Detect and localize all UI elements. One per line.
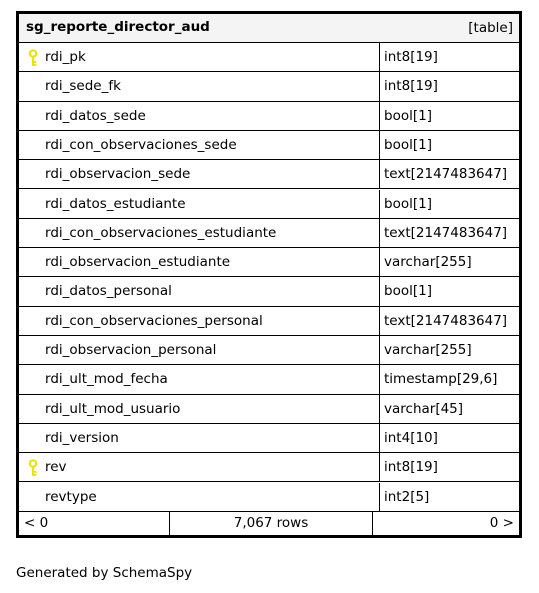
column-type: varchar[45] — [384, 400, 464, 417]
table-row[interactable] — [19, 424, 519, 453]
column-name-cell — [19, 248, 380, 276]
table-row[interactable] — [19, 277, 519, 306]
parents-count-cell — [19, 512, 170, 535]
table-row[interactable] — [19, 190, 519, 219]
column-name-cell — [19, 483, 380, 511]
column-name-cell — [19, 277, 380, 305]
children-count: 0 > — [489, 515, 514, 531]
column-name: revtype — [45, 488, 97, 505]
column-name-cell — [19, 102, 380, 130]
table-kind: [table] — [468, 20, 513, 36]
column-name-cell — [19, 160, 380, 188]
column-type: bool[1] — [384, 195, 432, 212]
column-name: rev — [45, 459, 67, 476]
table-row[interactable] — [19, 307, 519, 336]
column-name: rdi_datos_sede — [45, 107, 146, 124]
column-type: int8[19] — [384, 49, 438, 65]
column-name: rdi_datos_personal — [45, 283, 172, 300]
table-row[interactable] — [19, 365, 519, 394]
column-type: bool[1] — [384, 107, 432, 124]
parents-count: < 0 — [24, 515, 49, 531]
column-name: rdi_pk — [45, 49, 86, 65]
column-type: text[2147483647] — [384, 166, 508, 183]
column-name: rdi_con_observaciones_estudiante — [45, 224, 277, 241]
column-type: varchar[255] — [384, 342, 472, 358]
column-type: bool[1] — [384, 283, 432, 300]
column-name: rdi_datos_estudiante — [45, 195, 186, 212]
column-name: rdi_ult_mod_fecha — [45, 371, 168, 388]
column-type: int4[10] — [384, 429, 438, 446]
column-name-cell — [19, 43, 380, 71]
table-entity[interactable] — [16, 11, 522, 538]
table-row[interactable] — [19, 395, 519, 424]
table-header — [19, 14, 519, 43]
table-row[interactable] — [19, 131, 519, 160]
column-type: timestamp[29,6] — [384, 371, 498, 388]
table-row[interactable] — [19, 102, 519, 131]
column-name: rdi_observacion_personal — [45, 342, 217, 358]
column-name-cell — [19, 190, 380, 218]
column-name: rdi_sede_fk — [45, 78, 121, 95]
column-type: int2[5] — [384, 488, 430, 505]
table-row[interactable] — [19, 160, 519, 189]
column-name: rdi_con_observaciones_personal — [45, 312, 263, 329]
key-icon — [27, 49, 39, 67]
generated-by-label: Generated by SchemaSpy — [16, 565, 193, 581]
table-row[interactable] — [19, 72, 519, 101]
table-row[interactable] — [19, 483, 519, 512]
table-row[interactable] — [19, 248, 519, 277]
column-name-cell — [19, 395, 380, 423]
column-type: varchar[255] — [384, 254, 472, 271]
column-type: bool[1] — [384, 136, 432, 153]
table-row[interactable] — [19, 336, 519, 365]
row-count-cell — [170, 512, 373, 535]
column-name-cell — [19, 424, 380, 452]
column-name-cell — [19, 336, 380, 364]
column-type: int8[19] — [384, 78, 438, 95]
column-name-cell — [19, 131, 380, 159]
column-name: rdi_con_observaciones_sede — [45, 136, 237, 153]
column-name: rdi_version — [45, 429, 119, 446]
row-count: 7,067 rows — [233, 515, 309, 531]
column-name-cell — [19, 365, 380, 393]
column-name-cell — [19, 219, 380, 247]
column-name-cell — [19, 453, 380, 481]
column-name: rdi_observacion_estudiante — [45, 254, 231, 271]
table-footer — [19, 512, 519, 535]
table-row[interactable] — [19, 453, 519, 482]
column-type: text[2147483647] — [384, 312, 508, 329]
key-icon — [27, 459, 39, 477]
table-row[interactable] — [19, 219, 519, 248]
table-row[interactable] — [19, 43, 519, 72]
column-name: rdi_ult_mod_usuario — [45, 400, 181, 417]
table-name: sg_reporte_director_aud — [26, 19, 210, 35]
column-name-cell — [19, 307, 380, 335]
column-name: rdi_observacion_sede — [45, 166, 191, 183]
column-name-cell — [19, 72, 380, 100]
column-type: int8[19] — [384, 459, 438, 476]
column-type: text[2147483647] — [384, 224, 508, 241]
children-count-cell — [373, 512, 519, 535]
